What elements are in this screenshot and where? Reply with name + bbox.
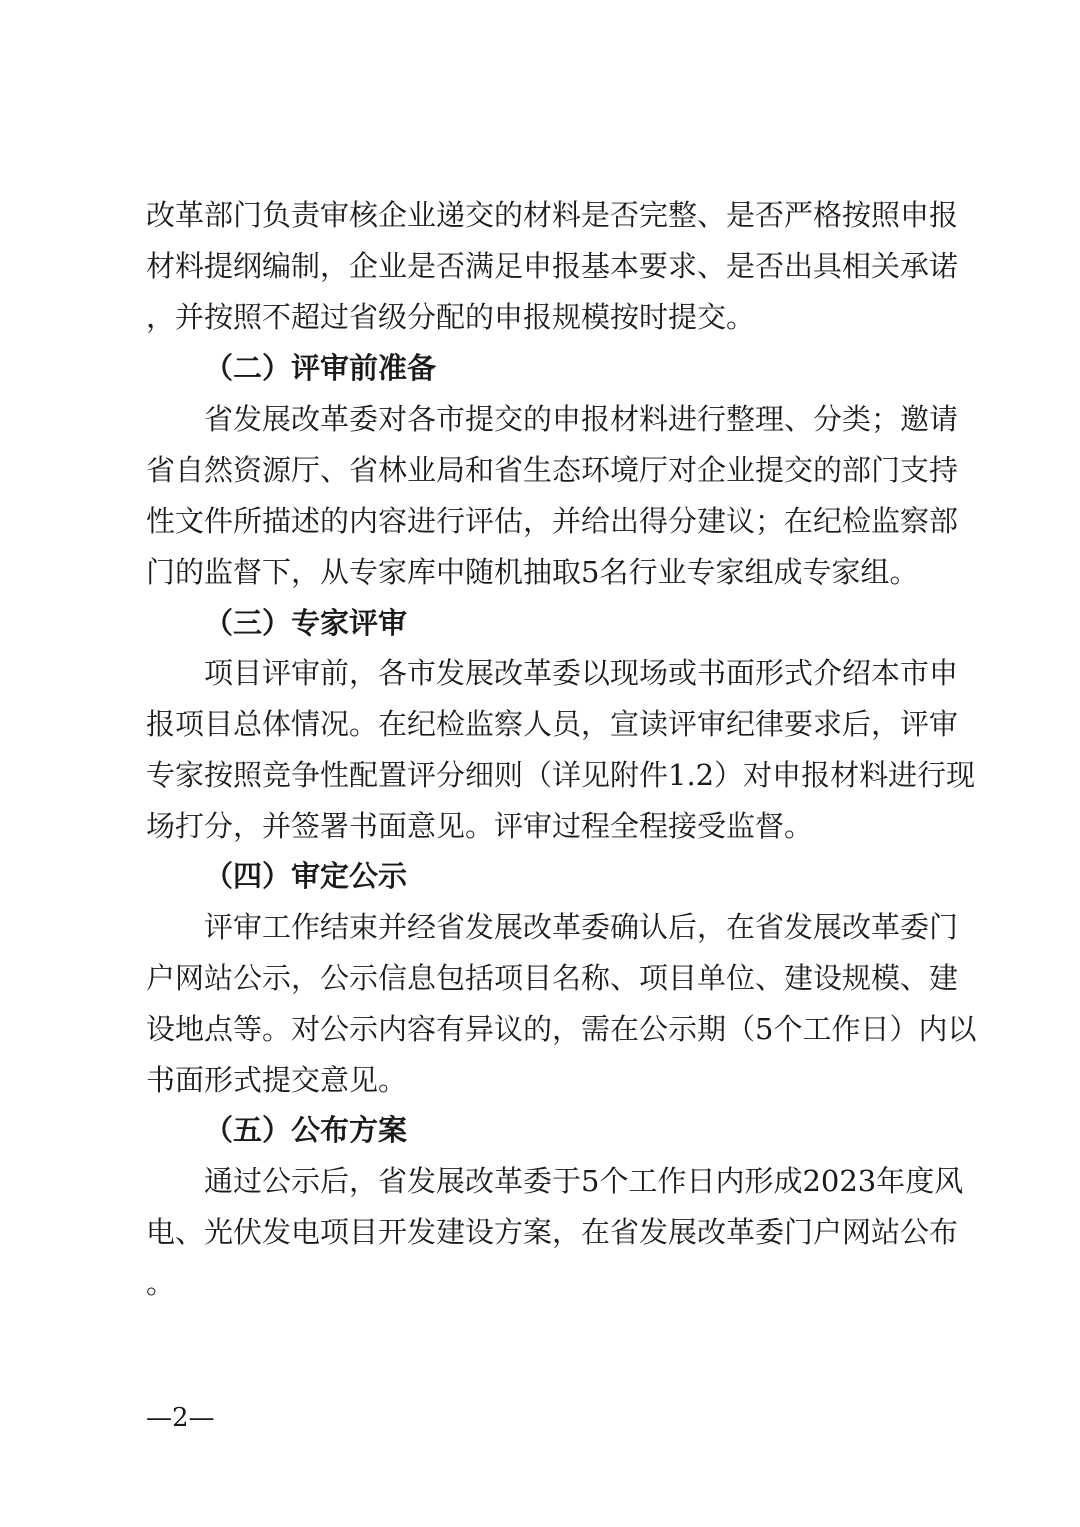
paragraph-line: 书面形式提交意见。	[146, 1063, 408, 1097]
section-heading-4: （四）审定公示	[204, 859, 408, 893]
section-heading-3: （三）专家评审	[204, 606, 408, 640]
paragraph-line: 专家按照竞争性配置评分细则（详见附件1.2）对申报材料进行现	[146, 758, 976, 792]
paragraph-line: 户网站公示，公示信息包括项目名称、项目单位、建设规模、建	[146, 961, 959, 995]
paragraph-line: 评审工作结束并经省发展改革委确认后，在省发展改革委门	[204, 910, 959, 944]
page-number: —2—	[146, 1403, 215, 1433]
paragraph-line: 设地点等。对公示内容有异议的，需在公示期（5个工作日）内以	[146, 1012, 977, 1046]
paragraph-line: 省发展改革委对各市提交的申报材料进行整理、分类；邀请	[204, 402, 959, 436]
paragraph-line: 报项目总体情况。在纪检监察人员，宣读评审纪律要求后，评审	[146, 707, 959, 741]
paragraph-line: 通过公示后，省发展改革委于5个工作日内形成2023年度风	[204, 1164, 964, 1198]
paragraph-line: 材料提纲编制，企业是否满足申报基本要求、是否出具相关承诺	[146, 249, 959, 283]
paragraph-line: ，并按照不超过省级分配的申报规模按时提交。	[146, 300, 756, 334]
section-heading-2: （二）评审前准备	[204, 351, 437, 385]
section-heading-5: （五）公布方案	[204, 1113, 408, 1147]
paragraph-line: 门的监督下，从专家库中随机抽取5名行业专家组成专家组。	[146, 555, 919, 589]
paragraph-line: 省自然资源厅、省林业局和省生态环境厅对企业提交的部门支持	[146, 453, 959, 487]
paragraph-line: 改革部门负责审核企业递交的材料是否完整、是否严格按照申报	[146, 198, 959, 232]
paragraph-line: 电、光伏发电项目开发建设方案，在省发展改革委门户网站公布	[146, 1215, 959, 1249]
paragraph-line: 性文件所描述的内容进行评估，并给出得分建议；在纪检监察部	[146, 504, 959, 538]
paragraph-line: 场打分，并签署书面意见。评审过程全程接受监督。	[146, 809, 814, 843]
paragraph-line: 项目评审前，各市发展改革委以现场或书面形式介绍本市申	[204, 656, 959, 690]
paragraph-line: 。	[146, 1266, 176, 1300]
